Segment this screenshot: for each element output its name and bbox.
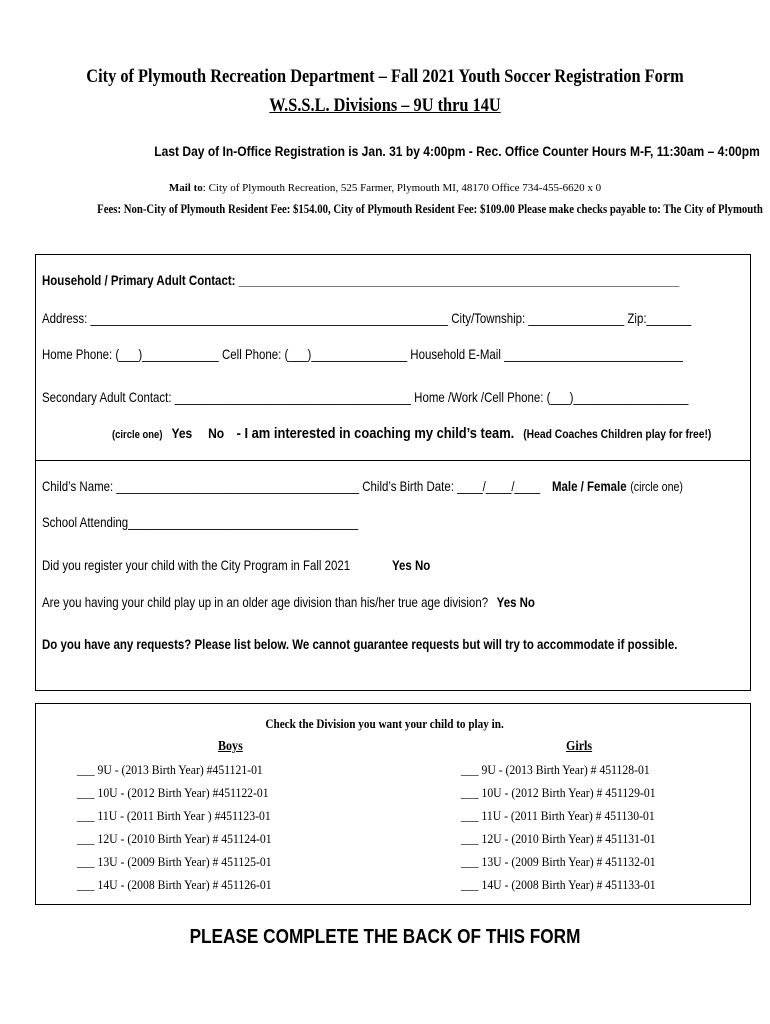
- divisions-section: [35, 703, 751, 905]
- divisions-heading: Check the Division you want your child to play in.: [265, 716, 505, 731]
- registered-options[interactable]: Yes No: [392, 557, 431, 573]
- child-name-line[interactable]: [42, 478, 683, 496]
- boys-division-12u[interactable]: ___ 12U - (2010 Birth Year) # 451124-01: [77, 831, 272, 846]
- boys-heading: Boys: [218, 739, 243, 754]
- registration-deadline: Last Day of In-Office Registration is Jan. 31 by 4:00pm - Rec. Office Counter Hours M-F, 11:30am – 4:00pm: [154, 143, 760, 159]
- girls-heading: Girls: [566, 739, 593, 754]
- mailing-address: [0, 182, 770, 194]
- boys-division-11u[interactable]: ___ 11U - (2011 Birth Year ) #451123-01: [77, 808, 271, 823]
- circle-one-label: (circle one): [112, 429, 163, 441]
- boys-division-13u[interactable]: ___ 13U - (2009 Birth Year) # 451125-01: [77, 854, 272, 869]
- coaching-line: [112, 425, 711, 443]
- section-divider: [35, 460, 751, 461]
- primary-contact-field[interactable]: Household / Primary Adult Contact: _____________________________________________________________________: [42, 272, 680, 288]
- gender-options[interactable]: Male / Female: [551, 478, 627, 494]
- older-division-question: Are you having your child play up in an older age division than his/her true age division?: [42, 594, 489, 610]
- girls-division-13u[interactable]: ___ 13U - (2009 Birth Year) # 451132-01: [461, 854, 656, 869]
- older-division-line: [42, 594, 535, 612]
- older-division-options[interactable]: Yes No: [496, 594, 535, 610]
- form-title: City of Plymouth Recreation Department – Fall 2021 Youth Soccer Registration Form: [86, 66, 684, 87]
- girls-division-9u[interactable]: ___ 9U - (2013 Birth Year) # 451128-01: [461, 762, 650, 777]
- fees-line: Fees: Non-City of Plymouth Resident Fee: $154.00, City of Plymouth Resident Fee: $109.00 Please make checks payable to: The City of Plymouth: [97, 202, 763, 216]
- girls-division-11u[interactable]: ___ 11U - (2011 Birth Year) # 451130-01: [461, 808, 655, 823]
- mail-label: Mail to: [168, 182, 203, 194]
- coaching-note: (Head Coaches Children play for free!): [523, 427, 712, 441]
- phone-email-field[interactable]: Home Phone: (___)____________ Cell Phone: (___)_______________ Household E-Mail ____________________________: [42, 346, 683, 362]
- registered-question: Did you register your child with the City Program in Fall 2021: [42, 557, 351, 573]
- girls-division-10u[interactable]: ___ 10U - (2012 Birth Year) # 451129-01: [461, 785, 656, 800]
- coaching-no-option[interactable]: No: [208, 425, 225, 441]
- gender-note: (circle one): [630, 479, 683, 494]
- boys-division-9u[interactable]: ___ 9U - (2013 Birth Year) #451121-01: [77, 762, 263, 777]
- requests-prompt: Do you have any requests? Please list below. We cannot guarantee requests but will try to accommodate if possible.: [42, 636, 678, 652]
- complete-back-notice: PLEASE COMPLETE THE BACK OF THIS FORM: [189, 926, 581, 948]
- girls-division-12u[interactable]: ___ 12U - (2010 Birth Year) # 451131-01: [461, 831, 656, 846]
- mail-text: : City of Plymouth Recreation, 525 Farmer, Plymouth MI, 48170 Office 734-455-6620 x 0: [202, 182, 602, 194]
- boys-division-14u[interactable]: ___ 14U - (2008 Birth Year) # 451126-01: [77, 877, 272, 892]
- child-name-field[interactable]: Child’s Name: ______________________________________ Child’s Birth Date: ____/____/____: [42, 478, 541, 494]
- form-subtitle: W.S.S.L. Divisions – 9U thru 14U: [269, 95, 501, 116]
- coaching-yes-option[interactable]: Yes: [171, 425, 193, 441]
- address-field[interactable]: Address: ________________________________________________________ City/Township: _______________ Zip:_______: [42, 310, 692, 326]
- school-field[interactable]: School Attending____________________________________: [42, 514, 359, 530]
- girls-division-14u[interactable]: ___ 14U - (2008 Birth Year) # 451133-01: [461, 877, 656, 892]
- secondary-contact-field[interactable]: Secondary Adult Contact: _____________________________________ Home /Work /Cell Phone: (___)__________________: [42, 389, 689, 405]
- boys-division-10u[interactable]: ___ 10U - (2012 Birth Year) #451122-01: [77, 785, 269, 800]
- coaching-interest-text: - I am interested in coaching my child’s team.: [236, 425, 515, 442]
